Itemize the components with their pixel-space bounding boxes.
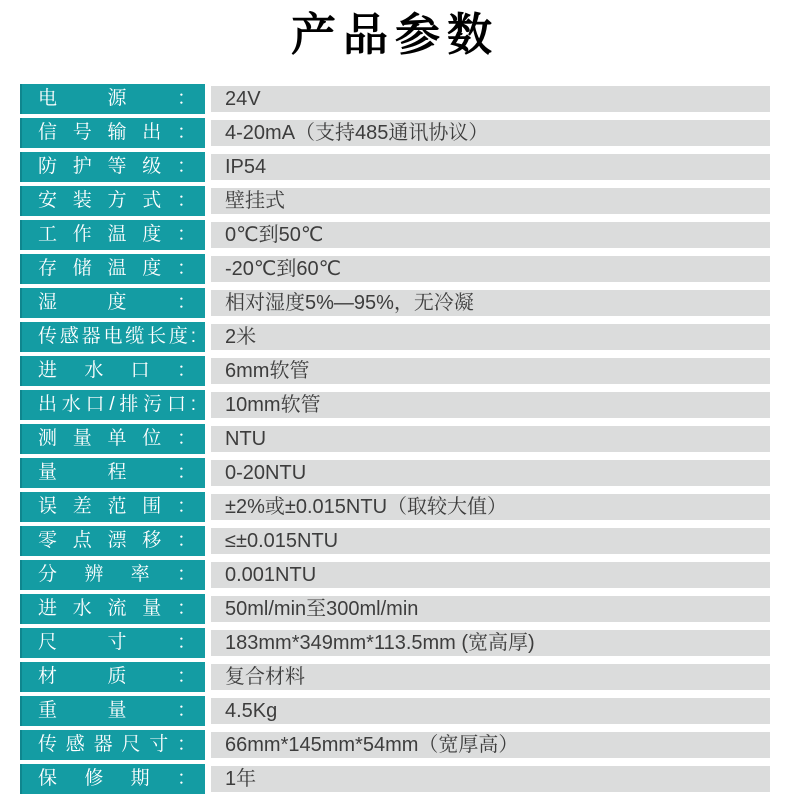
spec-label: 湿度：: [20, 288, 205, 318]
table-row: [20, 84, 770, 114]
spec-value: 50ml/min至300ml/min: [211, 596, 770, 622]
spec-label: 传感器尺寸：: [20, 730, 205, 760]
spec-value: 6mm软管: [211, 358, 770, 384]
spec-value: 壁挂式: [211, 188, 770, 214]
spec-value: 0-20NTU: [211, 460, 770, 486]
table-row: [20, 390, 770, 420]
spec-value: NTU: [211, 426, 770, 452]
spec-label: 安装方式：: [20, 186, 205, 216]
table-row: [20, 730, 770, 760]
table-row: [20, 322, 770, 352]
spec-label: 存储温度：: [20, 254, 205, 284]
spec-value: 10mm软管: [211, 392, 770, 418]
spec-value: 0℃到50℃: [211, 222, 770, 248]
spec-label: 防护等级：: [20, 152, 205, 182]
spec-label: 测量单位：: [20, 424, 205, 454]
spec-value: ±2%或±0.015NTU（取较大值）: [211, 494, 770, 520]
table-row: [20, 356, 770, 386]
spec-value: 4-20mA（支持485通讯协议）: [211, 120, 770, 146]
spec-label: 电源：: [20, 84, 205, 114]
spec-label: 误差范围：: [20, 492, 205, 522]
page-title: 产品参数: [290, 9, 499, 60]
spec-value: 1年: [211, 766, 770, 792]
table-row: [20, 254, 770, 284]
table-row: [20, 696, 770, 726]
spec-label: 材质：: [20, 662, 205, 692]
spec-table: [20, 84, 770, 794]
spec-value: 24V: [211, 86, 770, 112]
table-row: [20, 594, 770, 624]
spec-label: 信号输出：: [20, 118, 205, 148]
spec-value: -20℃到60℃: [211, 256, 770, 282]
spec-value: 4.5Kg: [211, 698, 770, 724]
spec-label: 工作温度：: [20, 220, 205, 250]
spec-label: 分辨率：: [20, 560, 205, 590]
table-row: [20, 662, 770, 692]
table-row: [20, 118, 770, 148]
table-row: [20, 492, 770, 522]
spec-label: 出水口/排污口:: [20, 390, 205, 420]
table-row: [20, 152, 770, 182]
spec-label: 保修期：: [20, 764, 205, 794]
spec-label: 进水流量：: [20, 594, 205, 624]
spec-label: 进水口：: [20, 356, 205, 386]
spec-value: 0.001NTU: [211, 562, 770, 588]
spec-value: IP54: [211, 154, 770, 180]
spec-label: 尺寸：: [20, 628, 205, 658]
table-row: [20, 560, 770, 590]
spec-label: 零点漂移：: [20, 526, 205, 556]
spec-label: 量程：: [20, 458, 205, 488]
table-row: [20, 764, 770, 794]
spec-label: 传感器电缆长度:: [20, 322, 205, 352]
spec-label: 重量：: [20, 696, 205, 726]
spec-value: 相对湿度5%—95%，无冷凝: [211, 290, 770, 316]
table-row: [20, 628, 770, 658]
spec-sheet: [0, 6, 790, 800]
table-row: [20, 458, 770, 488]
spec-value: ≤±0.015NTU: [211, 528, 770, 554]
spec-value: 2米: [211, 324, 770, 350]
table-row: [20, 220, 770, 250]
table-row: [20, 526, 770, 556]
table-row: [20, 424, 770, 454]
spec-value: 183mm*349mm*113.5mm (宽高厚): [211, 630, 770, 656]
spec-value: 复合材料: [211, 664, 770, 690]
spec-value: 66mm*145mm*54mm（宽厚高）: [211, 732, 770, 758]
table-row: [20, 288, 770, 318]
table-row: [20, 186, 770, 216]
